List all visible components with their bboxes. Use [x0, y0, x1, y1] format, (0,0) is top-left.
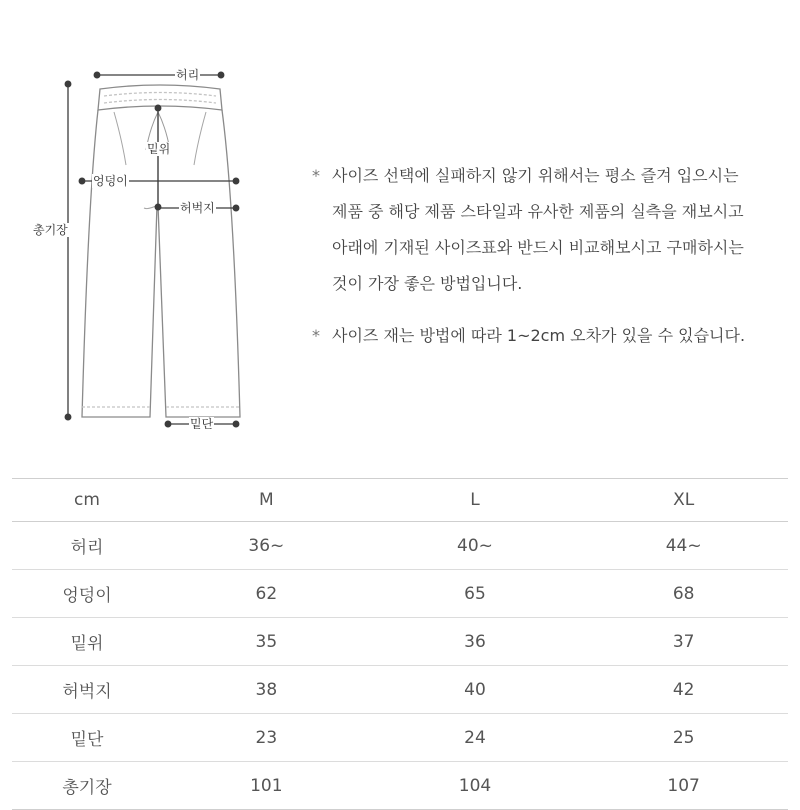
row-label: 총기장	[12, 762, 162, 810]
table-cell: 107	[579, 762, 788, 810]
note-line: 사이즈 선택에 실패하지 않기 위해서는 평소 즐겨 입으시는	[332, 166, 739, 185]
hip-label: 엉덩이	[93, 174, 128, 188]
row-label: 허리	[12, 522, 162, 570]
note-item	[312, 158, 800, 302]
note-line: 사이즈 재는 방법에 따라 1~2cm 오차가 있을 수 있습니다.	[332, 326, 746, 345]
size-notes	[312, 158, 800, 354]
pants-measurement-diagram	[0, 0, 300, 440]
table-cell: 40	[371, 666, 580, 714]
table-cell: 24	[371, 714, 580, 762]
note-text	[332, 158, 800, 302]
table-row	[12, 762, 788, 810]
note-line: 것이 가장 좋은 방법입니다.	[332, 274, 523, 293]
table-cell: 23	[162, 714, 371, 762]
table-header-row	[12, 479, 788, 522]
row-label: 밑단	[12, 714, 162, 762]
table-cell: 104	[371, 762, 580, 810]
row-label: 허벅지	[12, 666, 162, 714]
table-row	[12, 522, 788, 570]
total-length-label: 총기장	[33, 223, 68, 237]
table-cell: 68	[579, 570, 788, 618]
row-label: 밑위	[12, 618, 162, 666]
note-bullet: *	[312, 326, 320, 345]
header-size-l: L	[371, 479, 580, 522]
table-cell: 44~	[579, 522, 788, 570]
table-cell: 25	[579, 714, 788, 762]
table-cell: 36	[371, 618, 580, 666]
note-line: 아래에 기재된 사이즈표와 반드시 비교해보시고 구매하시는	[332, 238, 744, 257]
header-unit: cm	[12, 479, 162, 522]
table-cell: 35	[162, 618, 371, 666]
table-cell: 40~	[371, 522, 580, 570]
pants-outline	[82, 85, 240, 417]
note-item	[312, 318, 800, 354]
table-cell: 37	[579, 618, 788, 666]
header-size-m: M	[162, 479, 371, 522]
size-table	[12, 478, 788, 810]
note-line: 제품 중 해당 제품 스타일과 유사한 제품의 실측을 재보시고	[332, 202, 744, 221]
table-row	[12, 570, 788, 618]
table-cell: 42	[579, 666, 788, 714]
table-row	[12, 666, 788, 714]
table-cell: 38	[162, 666, 371, 714]
table-row	[12, 618, 788, 666]
note-text	[332, 318, 800, 354]
table-cell: 65	[371, 570, 580, 618]
row-label: 엉덩이	[12, 570, 162, 618]
waist-label: 허리	[176, 68, 200, 82]
rise-label: 밑위	[147, 142, 171, 156]
header-size-xl: XL	[579, 479, 788, 522]
table-cell: 62	[162, 570, 371, 618]
table-cell: 36~	[162, 522, 371, 570]
table-row	[12, 714, 788, 762]
note-bullet: *	[312, 166, 320, 185]
thigh-label: 허벅지	[180, 201, 215, 215]
hem-label: 밑단	[190, 417, 214, 431]
table-cell: 101	[162, 762, 371, 810]
